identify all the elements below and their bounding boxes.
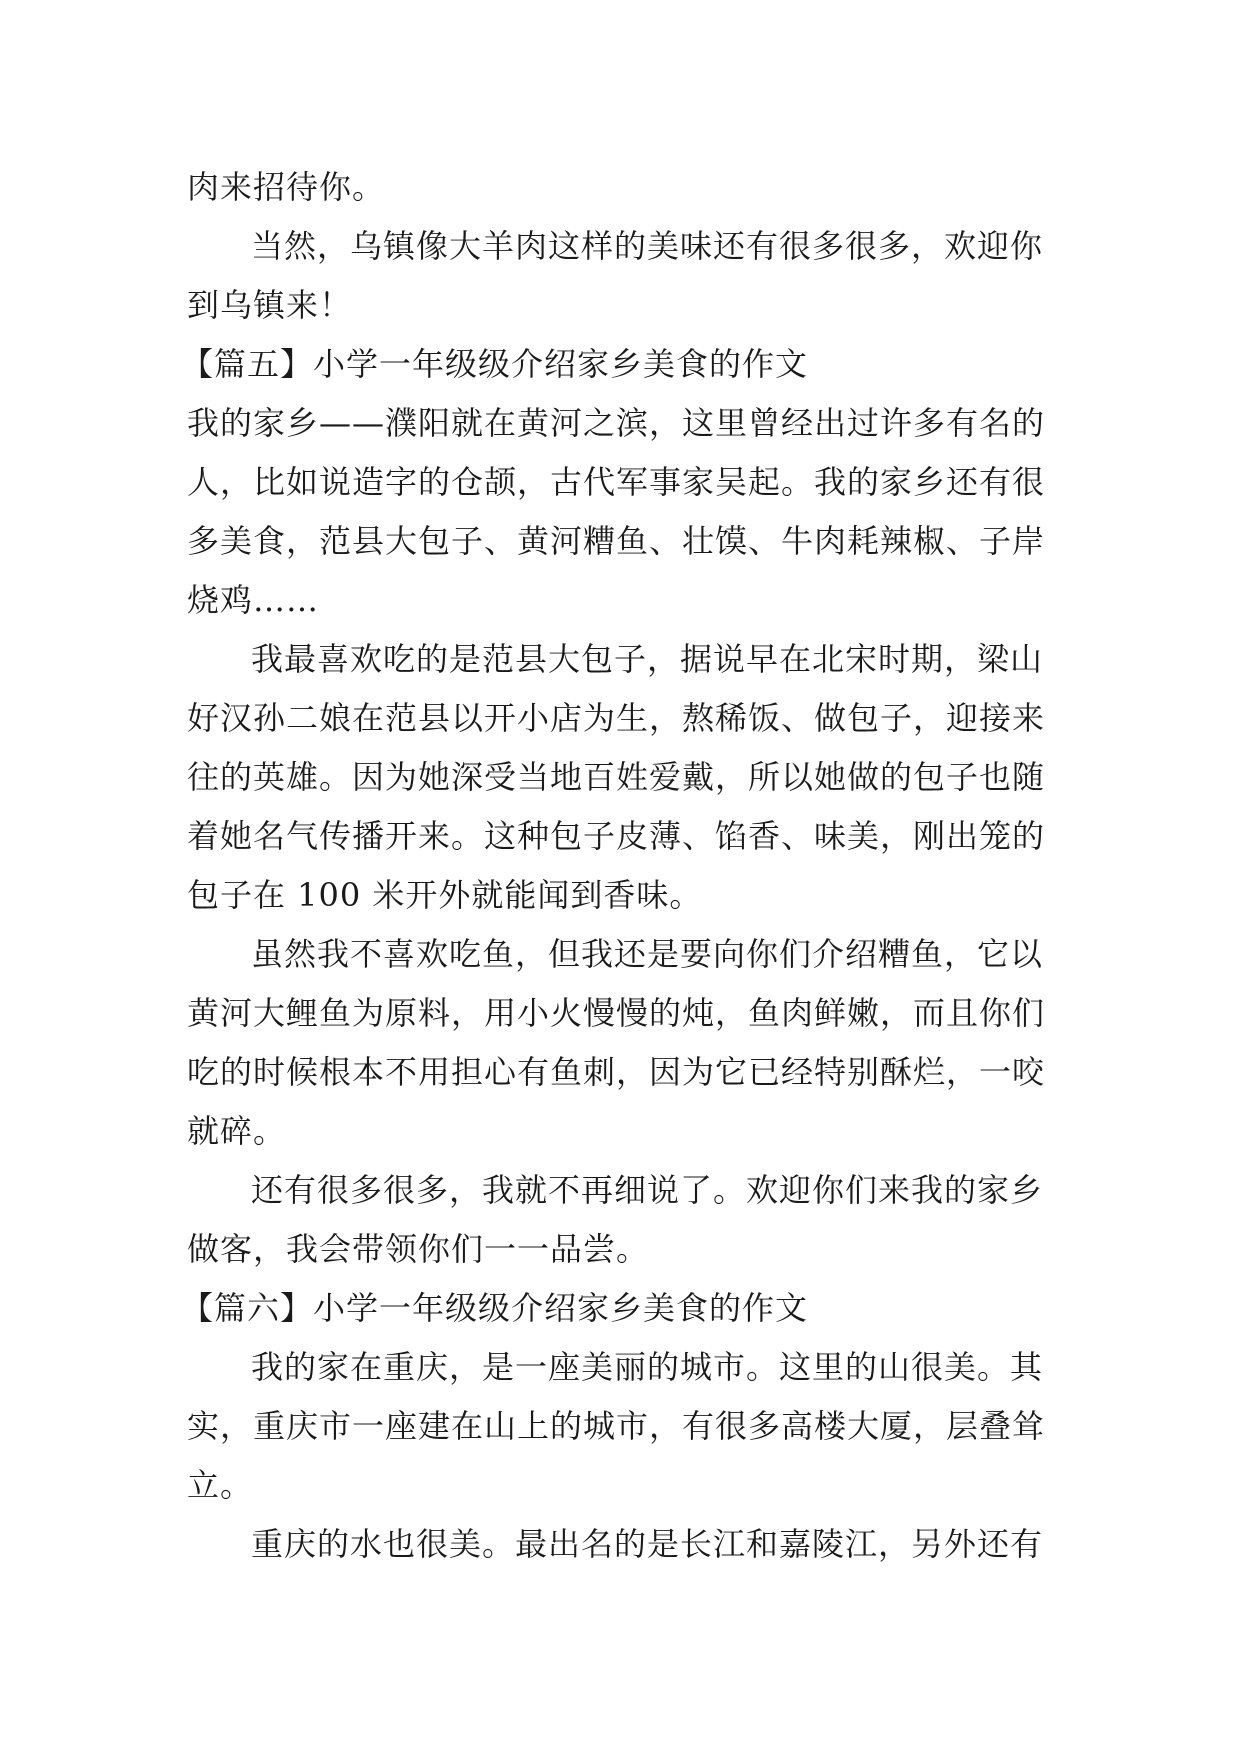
document-page — [181, 158, 1067, 1574]
text-line: 到乌镇来！ — [187, 286, 353, 324]
section-heading: 【篇五】小学一年级级介绍家乡美食的作文 — [181, 345, 809, 383]
paragraph-first-line: 重庆的水也很美。最出名的是长江和嘉陵江，另外还有 — [251, 1525, 1044, 1563]
text-line: 做客，我会带领你们一一品尝。 — [187, 1230, 650, 1268]
text-line: 肉来招待你。 — [187, 168, 386, 206]
text-line: 实，重庆市一座建在山上的城市，有很多高楼大厦，层叠耸 — [187, 1407, 1046, 1445]
paragraph-first-line: 我的家乡——濮阳就在黄河之滨，这里曾经出过许多有名的 — [187, 404, 1046, 442]
text-line: 就碎。 — [187, 1112, 287, 1150]
text-line: 好汉孙二娘在范县以开小店为生，熬稀饭、做包子，迎接来 — [187, 699, 1046, 737]
section-heading: 【篇六】小学一年级级介绍家乡美食的作文 — [181, 1289, 809, 1327]
paragraph-first-line: 我的家在重庆，是一座美丽的城市。这里的山很美。其 — [251, 1348, 1044, 1386]
text-line: 立。 — [187, 1466, 254, 1504]
paragraph-first-line: 虽然我不喜欢吃鱼，但我还是要向你们介绍糟鱼，它以 — [251, 935, 1044, 973]
text-line: 包子在 100 米开外就能闻到香味。 — [187, 876, 703, 914]
text-line: 吃的时候根本不用担心有鱼刺，因为它已经特别酥烂，一咬 — [187, 1053, 1046, 1091]
paragraph-first-line: 我最喜欢吃的是范县大包子，据说早在北宋时期，梁山 — [251, 640, 1044, 678]
text-line: 人，比如说造字的仓颉，古代军事家吴起。我的家乡还有很 — [187, 463, 1046, 501]
text-line: 着她名气传播开来。这种包子皮薄、馅香、味美，刚出笼的 — [187, 817, 1046, 855]
text-line: 烧鸡…… — [187, 581, 320, 619]
text-line: 往的英雄。因为她深受当地百姓爱戴，所以她做的包子也随 — [187, 758, 1046, 796]
paragraph-first-line: 当然，乌镇像大羊肉这样的美味还有很多很多，欢迎你 — [251, 227, 1044, 265]
text-line: 黄河大鲤鱼为原料，用小火慢慢的炖，鱼肉鲜嫩，而且你们 — [187, 994, 1046, 1032]
text-line: 多美食，范县大包子、黄河糟鱼、壮馍、牛肉耗辣椒、子岸 — [187, 522, 1046, 560]
paragraph-first-line: 还有很多很多，我就不再细说了。欢迎你们来我的家乡 — [251, 1171, 1044, 1209]
